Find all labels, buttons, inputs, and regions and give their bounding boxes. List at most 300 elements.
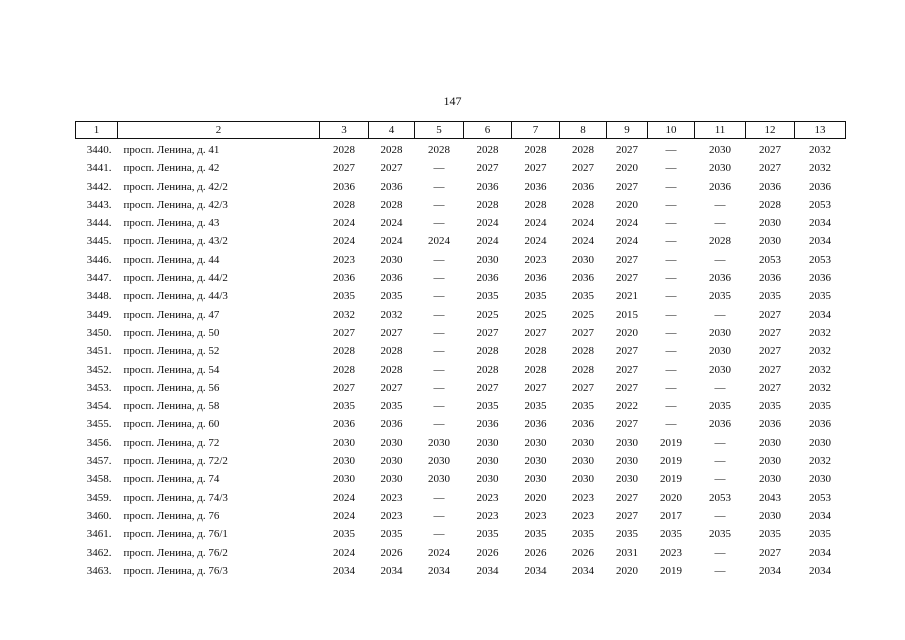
year-cell: — (433, 253, 445, 266)
year-cell: 2024 (333, 491, 355, 504)
year-cell: — (433, 418, 445, 431)
address-cell: просп. Ленина, д. 54 (123, 363, 220, 376)
year-cell: 2024 (333, 546, 355, 559)
address-cell: просп. Ленина, д. 44 (123, 253, 220, 266)
table-row (76, 178, 846, 196)
year-cell: 2028 (476, 144, 499, 156)
year-cell: 2027 (333, 326, 355, 339)
year-cell: 2035 (380, 290, 403, 303)
year-cell: 2027 (333, 162, 355, 175)
year-cell: 2035 (476, 528, 499, 541)
row-number: 3462. (86, 546, 112, 559)
year-cell: 2027 (572, 162, 594, 175)
address-cell: просп. Ленина, д. 60 (123, 418, 220, 431)
year-cell: 2028 (333, 198, 355, 211)
year-cell: 2030 (572, 253, 594, 266)
row-number: 3458. (86, 473, 112, 486)
year-cell: 2027 (333, 381, 355, 394)
address-cell: просп. Ленина, д. 44/2 (123, 272, 228, 285)
address-cell: просп. Ленина, д. 43 (123, 217, 220, 230)
year-cell: 2027 (476, 381, 499, 394)
year-cell: — (433, 180, 445, 193)
year-cell: 2020 (616, 162, 638, 175)
year-cell: — (714, 455, 726, 468)
year-cell: 2023 (380, 491, 403, 504)
year-cell: 2030 (709, 326, 731, 339)
year-cell: 2027 (476, 162, 499, 175)
year-cell: — (714, 564, 726, 577)
year-cell: — (433, 308, 445, 321)
year-cell: 2019 (660, 436, 682, 449)
year-cell: — (433, 326, 445, 339)
row-number: 3460. (86, 509, 112, 522)
year-cell: 2035 (333, 528, 355, 541)
year-cell: 2030 (524, 455, 547, 468)
year-cell: 2027 (616, 253, 638, 266)
year-cell: 2027 (616, 509, 638, 522)
year-cell: 2053 (809, 491, 831, 504)
year-cell: — (665, 235, 677, 248)
year-cell: 2028 (476, 363, 499, 376)
year-cell: 2027 (759, 162, 781, 175)
year-cell: — (665, 162, 677, 175)
address-cell: просп. Ленина, д. 76/3 (123, 564, 228, 577)
address-cell: просп. Ленина, д. 76 (123, 509, 220, 522)
year-cell: — (665, 400, 677, 413)
year-cell: 2027 (572, 326, 594, 339)
year-cell: 2035 (524, 528, 547, 541)
year-cell: 2020 (524, 491, 547, 504)
year-cell: 2028 (380, 345, 403, 358)
year-cell: 2035 (809, 528, 831, 541)
year-cell: 2036 (709, 272, 731, 285)
year-cell: 2034 (572, 564, 594, 577)
year-cell: 2053 (809, 253, 831, 266)
year-cell: 2027 (616, 491, 638, 504)
year-cell: — (714, 473, 726, 486)
year-cell: 2024 (333, 235, 355, 248)
column-header-13: 13 (795, 122, 846, 139)
year-cell: — (714, 198, 726, 211)
year-cell: 2027 (616, 272, 638, 285)
table-row (76, 306, 846, 324)
year-cell: — (433, 162, 445, 175)
year-cell: 2020 (660, 491, 682, 504)
year-cell: 2035 (476, 290, 499, 303)
year-cell: 2035 (524, 400, 547, 413)
year-cell: — (433, 363, 445, 376)
year-cell: 2030 (709, 345, 731, 358)
year-cell: 2028 (380, 198, 403, 211)
year-cell: 2034 (809, 546, 831, 559)
year-cell: 2028 (476, 345, 499, 358)
column-header-6: 6 (464, 122, 512, 139)
year-cell: 2028 (428, 144, 450, 156)
year-cell: 2053 (709, 491, 731, 504)
year-cell: 2032 (809, 455, 831, 468)
row-number: 3447. (86, 272, 112, 285)
table-row (76, 379, 846, 397)
table-row (76, 269, 846, 287)
year-cell: 2028 (524, 363, 547, 376)
year-cell: 2036 (572, 418, 594, 431)
year-cell: 2017 (660, 509, 682, 522)
year-cell: 2030 (709, 363, 731, 376)
year-cell: 2036 (333, 180, 355, 193)
address-cell: просп. Ленина, д. 47 (123, 308, 220, 321)
year-cell: 2027 (524, 381, 547, 394)
year-cell: 2030 (380, 473, 403, 486)
year-cell: 2031 (616, 546, 638, 559)
year-cell: 2030 (380, 455, 403, 468)
table-row (76, 342, 846, 360)
year-cell: 2035 (809, 290, 831, 303)
header-row (76, 122, 846, 139)
year-cell: 2030 (572, 473, 594, 486)
table-row (76, 139, 846, 160)
year-cell: 2035 (572, 528, 594, 541)
year-cell: 2036 (380, 272, 403, 285)
table-row (76, 434, 846, 452)
year-cell: 2026 (572, 546, 594, 559)
year-cell: 2027 (616, 363, 638, 376)
year-cell: 2027 (616, 144, 638, 156)
year-cell: 2028 (333, 345, 355, 358)
table-body (76, 139, 846, 581)
year-cell: 2024 (616, 217, 638, 230)
year-cell: 2034 (759, 564, 781, 577)
year-cell: 2030 (759, 436, 781, 449)
year-cell: 2030 (759, 455, 781, 468)
year-cell: 2036 (524, 272, 547, 285)
table-row (76, 214, 846, 232)
year-cell: 2027 (759, 546, 781, 559)
year-cell: 2030 (524, 436, 547, 449)
column-header-3: 3 (320, 122, 369, 139)
year-cell: 2024 (476, 235, 499, 248)
year-cell: 2035 (333, 290, 355, 303)
year-cell: 2030 (428, 473, 450, 486)
year-cell: 2025 (524, 308, 547, 321)
year-cell: 2023 (476, 509, 499, 522)
year-cell: 2024 (616, 235, 638, 248)
year-cell: 2035 (616, 528, 638, 541)
year-cell: — (714, 436, 726, 449)
address-cell: просп. Ленина, д. 41 (123, 144, 220, 156)
year-cell: 2035 (709, 528, 731, 541)
year-cell: 2032 (809, 144, 831, 156)
year-cell: — (433, 491, 445, 504)
year-cell: 2024 (380, 217, 403, 230)
table-row (76, 525, 846, 543)
year-cell: 2030 (709, 162, 731, 175)
year-cell: 2015 (616, 308, 638, 321)
year-cell: 2053 (759, 253, 781, 266)
year-cell: 2030 (759, 473, 781, 486)
year-cell: 2030 (709, 144, 731, 156)
year-cell: — (433, 528, 445, 541)
address-cell: просп. Ленина, д. 74/3 (123, 491, 228, 504)
year-cell: 2036 (333, 418, 355, 431)
year-cell: — (433, 381, 445, 394)
year-cell: 2021 (616, 290, 638, 303)
year-cell: 2027 (524, 162, 547, 175)
year-cell: 2023 (524, 509, 547, 522)
row-number: 3461. (86, 528, 112, 541)
year-cell: 2030 (476, 455, 499, 468)
year-cell: 2032 (809, 381, 831, 394)
year-cell: 2035 (809, 400, 831, 413)
year-cell: 2027 (759, 326, 781, 339)
year-cell: 2028 (572, 198, 594, 211)
year-cell: 2036 (380, 418, 403, 431)
year-cell: 2024 (380, 235, 403, 248)
year-cell: 2036 (809, 180, 831, 193)
year-cell: 2027 (759, 363, 781, 376)
row-number: 3459. (86, 491, 112, 504)
year-cell: 2020 (616, 198, 638, 211)
year-cell: — (714, 253, 726, 266)
column-header-4: 4 (369, 122, 415, 139)
column-header-7: 7 (512, 122, 560, 139)
year-cell: 2030 (759, 217, 781, 230)
year-cell: 2035 (333, 400, 355, 413)
year-cell: 2036 (709, 180, 731, 193)
year-cell: 2027 (616, 345, 638, 358)
year-cell: 2030 (333, 473, 355, 486)
year-cell: 2036 (809, 418, 831, 431)
year-cell: — (714, 381, 726, 394)
address-cell: просп. Ленина, д. 58 (123, 400, 220, 413)
year-cell: 2030 (809, 436, 831, 449)
year-cell: 2034 (476, 564, 499, 577)
address-cell: просп. Ленина, д. 74 (123, 473, 220, 486)
year-cell: 2023 (660, 546, 682, 559)
year-cell: 2034 (809, 564, 831, 577)
row-number: 3443. (86, 198, 112, 211)
year-cell: — (714, 217, 726, 230)
year-cell: — (665, 198, 677, 211)
row-number: 3455. (86, 418, 112, 431)
year-cell: 2036 (524, 180, 547, 193)
address-cell: просп. Ленина, д. 42/2 (123, 180, 228, 193)
year-cell: — (433, 272, 445, 285)
address-cell: просп. Ленина, д. 42 (123, 162, 220, 175)
year-cell: 2023 (333, 253, 355, 266)
year-cell: — (714, 546, 726, 559)
address-cell: просп. Ленина, д. 76/1 (123, 528, 228, 541)
year-cell: 2028 (524, 144, 547, 156)
year-cell: 2035 (660, 528, 682, 541)
year-cell: 2028 (380, 144, 403, 156)
year-cell: 2035 (476, 400, 499, 413)
year-cell: 2023 (572, 509, 594, 522)
year-cell: 2024 (428, 235, 450, 248)
year-cell: 2036 (759, 418, 781, 431)
year-cell: 2034 (809, 308, 831, 321)
address-cell: просп. Ленина, д. 50 (123, 326, 220, 339)
column-header-1: 1 (76, 122, 118, 139)
year-cell: 2032 (809, 345, 831, 358)
year-cell: 2030 (616, 473, 638, 486)
address-cell: просп. Ленина, д. 44/3 (123, 290, 228, 303)
year-cell: 2023 (524, 253, 547, 266)
year-cell: 2035 (572, 290, 594, 303)
year-cell: 2026 (380, 546, 403, 559)
row-number: 3445. (86, 235, 112, 248)
year-cell: — (665, 144, 677, 156)
page-number: 147 (443, 94, 462, 108)
row-number: 3446. (86, 253, 112, 266)
year-cell: 2028 (524, 345, 547, 358)
year-cell: — (433, 400, 445, 413)
address-cell: просп. Ленина, д. 72 (123, 436, 220, 449)
table-row (76, 159, 846, 177)
year-cell: 2032 (809, 363, 831, 376)
column-header-11: 11 (695, 122, 746, 139)
year-cell: — (665, 217, 677, 230)
year-cell: 2022 (616, 400, 638, 413)
year-cell: 2035 (709, 400, 731, 413)
year-cell: 2034 (524, 564, 547, 577)
address-cell: просп. Ленина, д. 42/3 (123, 198, 228, 211)
year-cell: 2035 (709, 290, 731, 303)
year-cell: 2025 (476, 308, 499, 321)
table-row (76, 415, 846, 433)
year-cell: 2026 (476, 546, 499, 559)
year-cell: 2030 (428, 436, 450, 449)
year-cell: 2036 (380, 180, 403, 193)
year-cell: 2030 (380, 436, 403, 449)
address-cell: просп. Ленина, д. 43/2 (123, 235, 228, 248)
year-cell: 2034 (809, 217, 831, 230)
year-cell: 2043 (759, 491, 781, 504)
year-cell: 2036 (759, 180, 781, 193)
year-cell: 2030 (572, 436, 594, 449)
row-number: 3454. (86, 400, 112, 413)
year-cell: 2028 (333, 144, 355, 156)
row-number: 3451. (86, 345, 112, 358)
year-cell: 2024 (524, 235, 547, 248)
year-cell: — (665, 418, 677, 431)
year-cell: 2024 (476, 217, 499, 230)
year-cell: 2027 (759, 381, 781, 394)
year-cell: 2036 (809, 272, 831, 285)
year-cell: 2027 (380, 381, 403, 394)
year-cell: 2036 (759, 272, 781, 285)
table-header (76, 122, 846, 139)
year-cell: 2030 (759, 509, 781, 522)
year-cell: 2019 (660, 564, 682, 577)
year-cell: — (433, 198, 445, 211)
address-cell: просп. Ленина, д. 72/2 (123, 455, 228, 468)
table-row (76, 324, 846, 342)
year-cell: 2030 (428, 455, 450, 468)
year-cell: 2035 (572, 400, 594, 413)
data-table (75, 121, 846, 580)
year-cell: 2020 (616, 564, 638, 577)
year-cell: 2034 (380, 564, 403, 577)
table-row (76, 489, 846, 507)
year-cell: — (665, 345, 677, 358)
row-number: 3448. (86, 290, 112, 303)
year-cell: 2027 (380, 162, 403, 175)
year-cell: 2028 (572, 144, 594, 156)
year-cell: 2035 (759, 528, 781, 541)
year-cell: 2027 (524, 326, 547, 339)
year-cell: 2035 (759, 290, 781, 303)
year-cell: 2019 (660, 455, 682, 468)
column-header-8: 8 (560, 122, 607, 139)
year-cell: 2027 (759, 345, 781, 358)
row-number: 3440. (86, 144, 112, 156)
year-cell: 2030 (333, 455, 355, 468)
table-row (76, 452, 846, 470)
year-cell: 2036 (476, 272, 499, 285)
table-row (76, 470, 846, 488)
year-cell: 2034 (428, 564, 450, 577)
column-header-9: 9 (607, 122, 648, 139)
year-cell: 2027 (616, 180, 638, 193)
year-cell: 2032 (809, 326, 831, 339)
year-cell: 2036 (476, 418, 499, 431)
year-cell: 2034 (333, 564, 355, 577)
column-header-10: 10 (648, 122, 695, 139)
year-cell: 2030 (476, 436, 499, 449)
row-number: 3463. (86, 564, 112, 577)
table-row (76, 507, 846, 525)
year-cell: 2034 (809, 509, 831, 522)
year-cell: 2028 (572, 345, 594, 358)
year-cell: 2032 (380, 308, 403, 321)
year-cell: 2028 (709, 235, 731, 248)
year-cell: — (433, 217, 445, 230)
year-cell: 2032 (333, 308, 355, 321)
year-cell: 2028 (572, 363, 594, 376)
year-cell: 2028 (759, 198, 781, 211)
table-row (76, 196, 846, 214)
year-cell: 2036 (572, 272, 594, 285)
year-cell: 2030 (380, 253, 403, 266)
row-number: 3442. (86, 180, 112, 193)
year-cell: — (433, 509, 445, 522)
year-cell: — (665, 272, 677, 285)
year-cell: 2024 (333, 509, 355, 522)
year-cell: — (714, 308, 726, 321)
year-cell: 2035 (380, 528, 403, 541)
year-cell: — (714, 509, 726, 522)
year-cell: 2028 (524, 198, 547, 211)
table-row (76, 232, 846, 250)
table-row (76, 562, 846, 580)
year-cell: 2036 (476, 180, 499, 193)
year-cell: 2020 (616, 326, 638, 339)
table-row (76, 251, 846, 269)
year-cell: 2027 (380, 326, 403, 339)
table-row (76, 397, 846, 415)
address-cell: просп. Ленина, д. 56 (123, 381, 220, 394)
year-cell: 2036 (524, 418, 547, 431)
year-cell: 2023 (380, 509, 403, 522)
year-cell: 2030 (524, 473, 547, 486)
year-cell: 2035 (380, 400, 403, 413)
year-cell: — (665, 180, 677, 193)
row-number: 3444. (86, 217, 112, 230)
year-cell: 2027 (572, 381, 594, 394)
year-cell: — (665, 381, 677, 394)
year-cell: — (665, 326, 677, 339)
year-cell: — (665, 290, 677, 303)
